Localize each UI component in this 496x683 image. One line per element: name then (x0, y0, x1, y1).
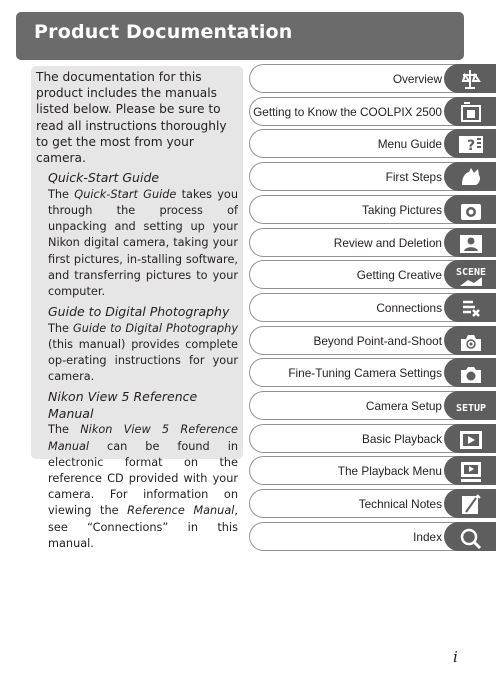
guide-description: The Quick-Start Guide takes you through the process of unpacking and setting up your Nikon digital camera, taking your first pictures, in-stalling software, and transferring pictures to your computer. (48, 187, 238, 298)
tab-label: Camera Setup (365, 399, 442, 413)
setup-icon (444, 391, 496, 420)
tab-label: Technical Notes (358, 497, 442, 512)
tab-getting-creative[interactable] (249, 260, 496, 289)
guide-description: The Guide to Digital Photography (this manual) provides complete op-erating instructions for your camera. (48, 321, 239, 384)
tab-first-steps[interactable] (249, 162, 496, 191)
first-steps-icon (444, 162, 496, 191)
guide-nikon-view (48, 389, 238, 552)
connections-icon (444, 293, 496, 322)
tab-label: The Playback Menu (337, 464, 442, 479)
tab-label: Getting to Know the COOLPIX 2500 (253, 104, 442, 119)
tab-index[interactable] (249, 522, 496, 551)
tab-label: Getting Creative (356, 268, 442, 283)
tab-label: Basic Playback (362, 431, 442, 446)
camera-icon (444, 195, 496, 224)
documentation-box (31, 66, 243, 550)
guide-title: Guide to Digital Photography (48, 304, 230, 320)
tab-label: Index (413, 529, 442, 544)
menu-guide-icon (444, 129, 496, 158)
page-title: Product Documentation (34, 21, 293, 43)
tab-label: Taking Pictures (362, 202, 442, 217)
page-number: i (453, 648, 458, 666)
guide-description: The Nikon View 5 Reference Manual can be found in electronic format on the reference CD provided with your camera. For information on viewing the Reference Manual, see “Connections” in this manual. (48, 423, 238, 550)
tab-menu-guide[interactable] (249, 129, 496, 158)
tab-getting-to-know-the-coolpix-2500[interactable] (249, 97, 496, 126)
svg-text:SETUP: SETUP (455, 403, 487, 414)
tab-taking-pictures[interactable] (249, 195, 496, 224)
tab-basic-playback[interactable] (249, 424, 496, 453)
tab-camera-setup[interactable] (249, 391, 496, 420)
technical-notes-icon (444, 489, 496, 518)
magnifier-icon (444, 522, 496, 551)
tab-overview[interactable] (249, 64, 496, 93)
playback-menu-icon (444, 456, 496, 485)
svg-text:?: ? (467, 138, 476, 155)
tab-label: Fine-Tuning Camera Settings (288, 366, 442, 381)
svg-text:SCENE: SCENE (455, 267, 487, 279)
tab-label: Connections (376, 300, 442, 315)
playback-icon (444, 424, 496, 453)
tab-beyond-point-and-shoot[interactable] (249, 326, 496, 355)
scene-icon (444, 260, 496, 289)
guide-digital-photography (48, 304, 238, 385)
camera-parts-icon (444, 97, 496, 126)
intro-text: The documentation for this product includes the manuals listed below. Please be sure to read all instructions thoroughly to get the most from your camera. (36, 70, 227, 166)
tab-label: Overview (392, 72, 442, 86)
camera-settings-icon (444, 358, 496, 387)
page-header (16, 12, 464, 60)
tab-connections[interactable] (249, 293, 496, 322)
guide-title: Nikon View 5 Reference Manual (48, 389, 198, 421)
tab-label: Menu Guide (377, 137, 442, 152)
tab-technical-notes[interactable] (249, 489, 496, 518)
guide-quick-start (48, 170, 238, 300)
guide-title: Quick-Start Guide (48, 170, 160, 186)
advanced-camera-icon (444, 326, 496, 355)
tab-the-playback-menu[interactable] (249, 456, 496, 485)
tab-label: First Steps (385, 170, 442, 185)
tab-review-and-deletion[interactable] (249, 228, 496, 257)
tab-fine-tuning-camera-settings[interactable] (249, 358, 496, 387)
review-icon (444, 228, 496, 257)
overview-icon (444, 64, 496, 93)
tab-label: Review and Deletion (333, 235, 442, 250)
tab-label: Beyond Point-and-Shoot (313, 333, 442, 348)
